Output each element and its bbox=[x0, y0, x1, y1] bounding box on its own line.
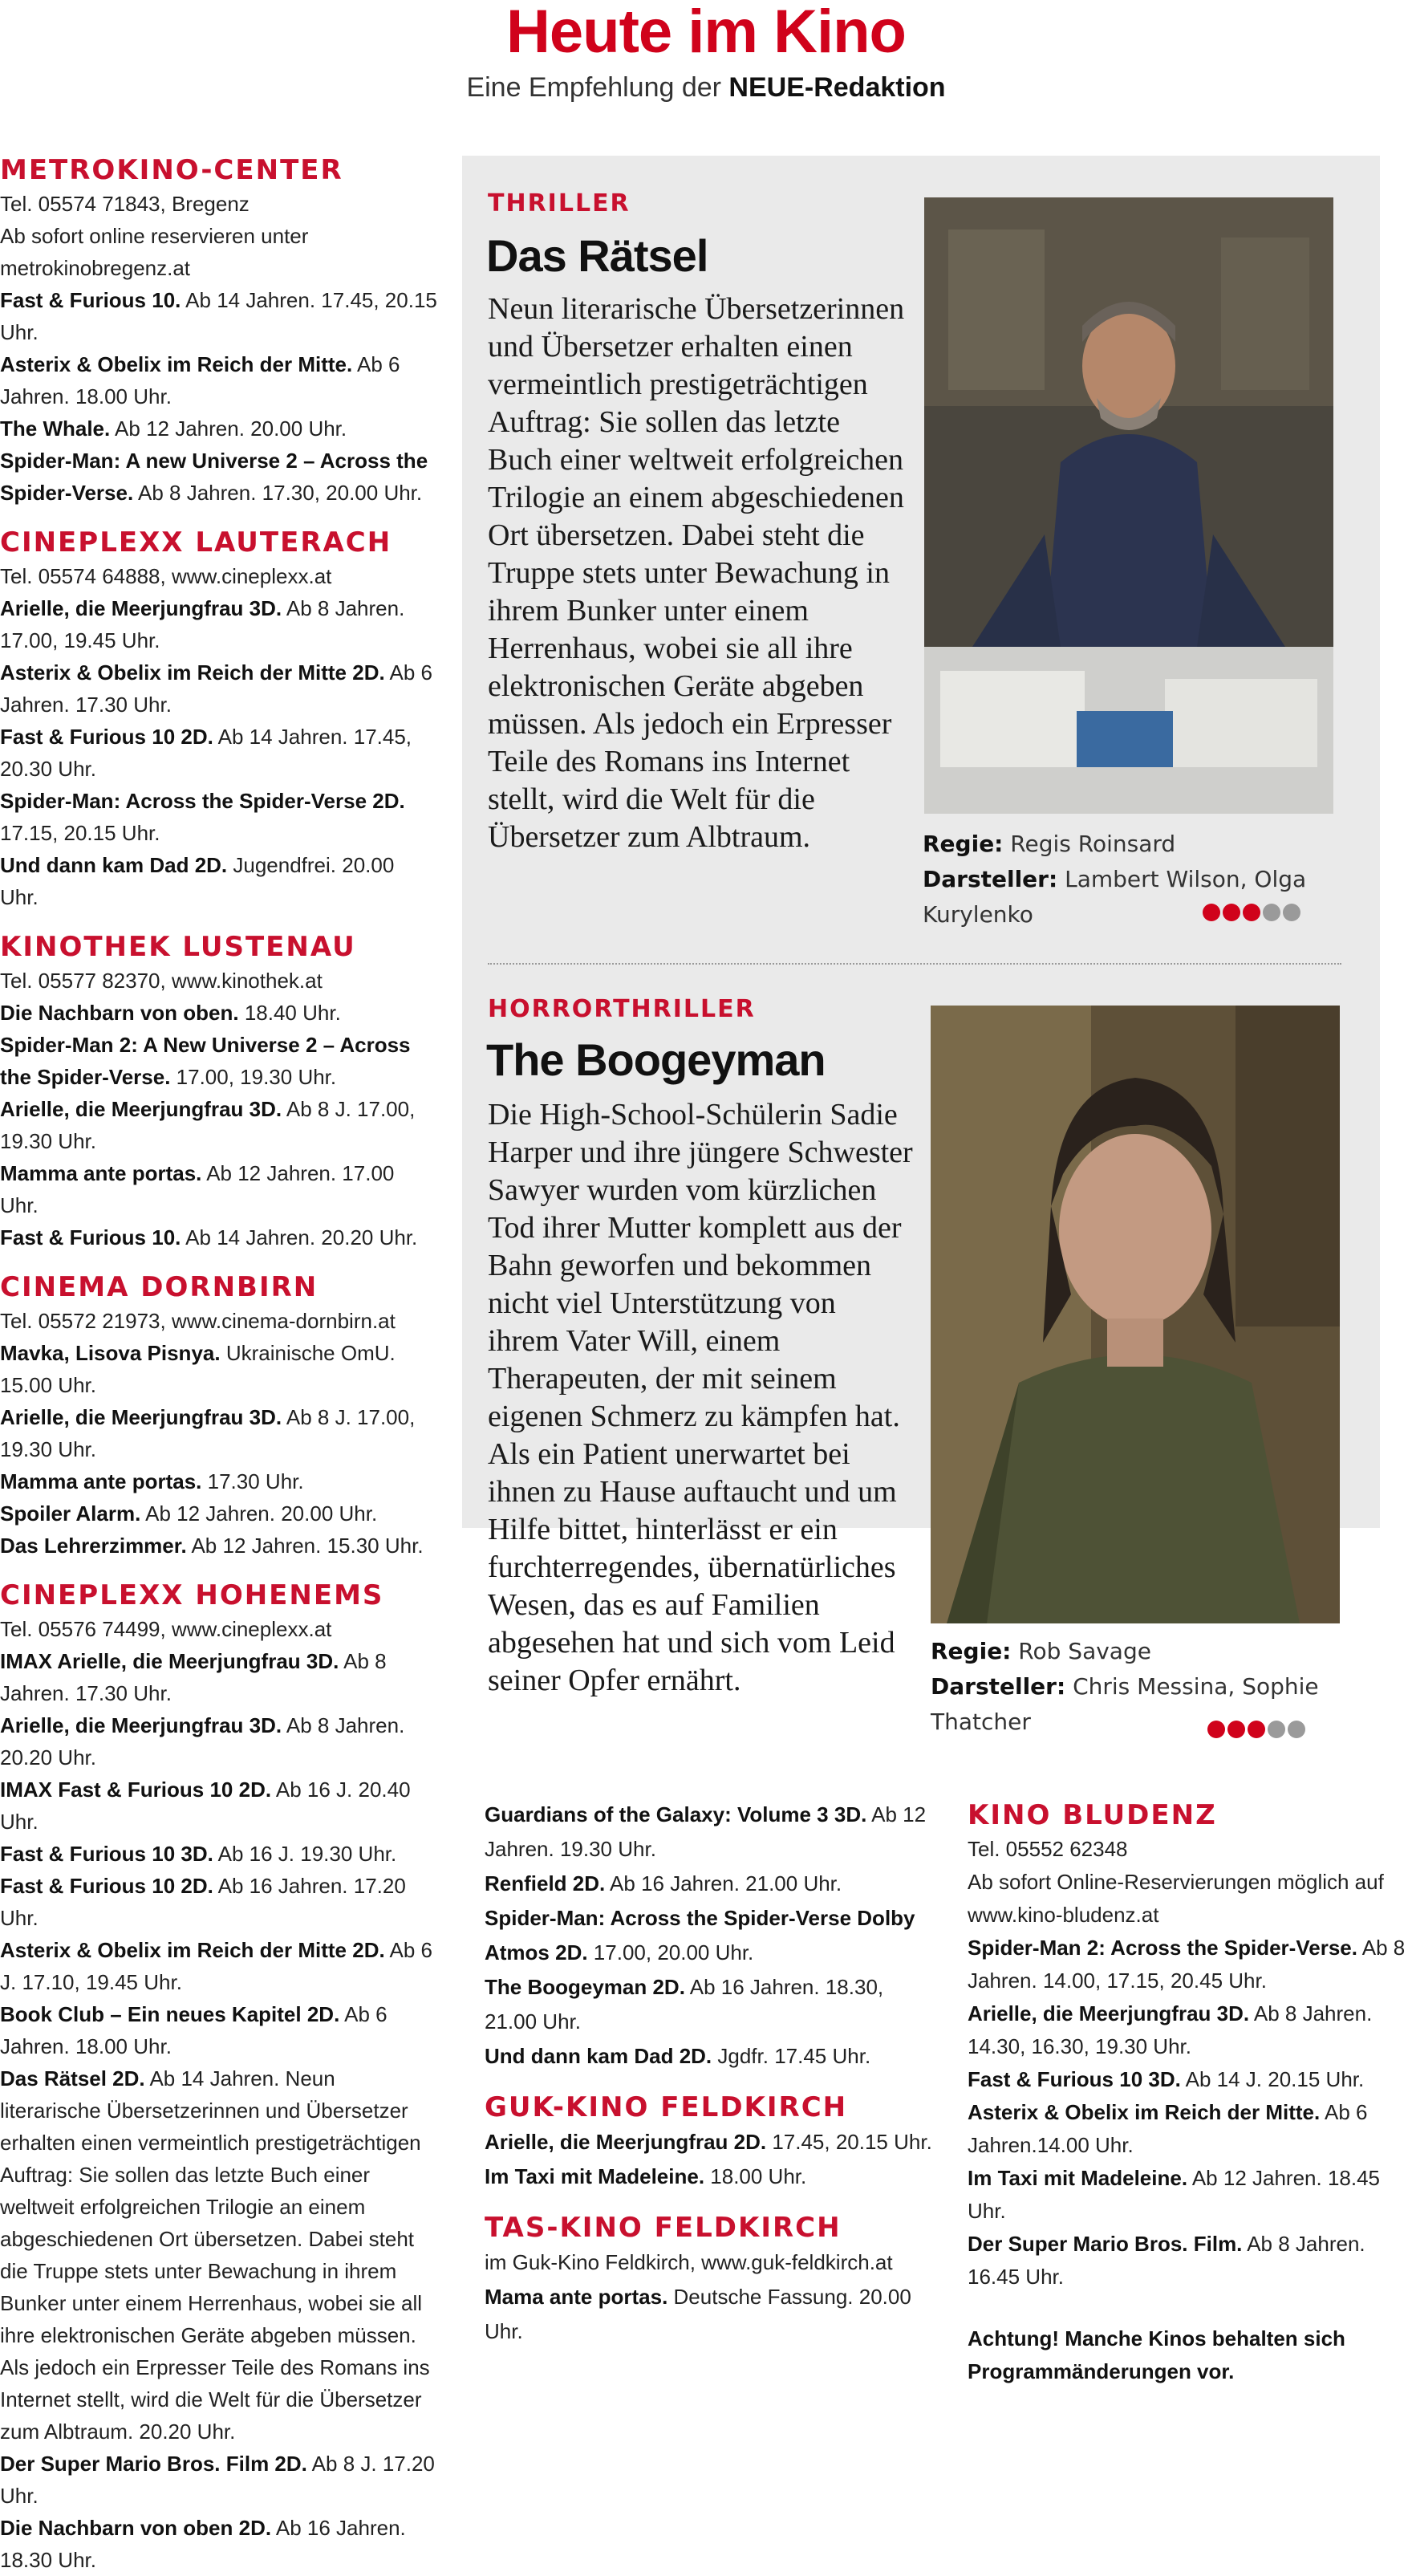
feature1-regie bbox=[923, 827, 1356, 862]
rating-dot-empty bbox=[1288, 1721, 1305, 1738]
film-title: Der Super Mario Bros. Film 2D. bbox=[0, 2452, 307, 2476]
listing-line bbox=[0, 1305, 437, 1337]
feature1-darsteller bbox=[923, 862, 1356, 932]
listing-line bbox=[0, 188, 437, 220]
listing-line bbox=[968, 1932, 1412, 1997]
film-title: Im Taxi mit Madeleine. bbox=[485, 2164, 705, 2188]
listing-detail: Ukrainische OmU. 15.00 Uhr. bbox=[0, 1341, 396, 1397]
listing-line bbox=[0, 721, 437, 785]
film-title: Asterix & Obelix im Reich der Mitte. bbox=[968, 2100, 1321, 2124]
rating-dot-filled bbox=[1248, 1721, 1265, 1738]
film-title: Spider-Man 2: Across the Spider-Verse. bbox=[968, 1936, 1357, 1960]
listing-detail: Ab 16 Jahren. 18.30 Uhr. bbox=[0, 2516, 406, 2572]
listing-detail: Ab 8 Jahren. 17.30 Uhr. bbox=[0, 1649, 387, 1705]
listing-detail: Jgdfr. 17.45 Uhr. bbox=[712, 2044, 871, 2068]
film-title: Arielle, die Meerjungfrau 3D. bbox=[0, 1405, 282, 1429]
feature1-regie-label: Regie: bbox=[923, 831, 1004, 857]
listing-line bbox=[0, 560, 437, 592]
listing-detail: Ab 6 Jahren. 17.30 Uhr. bbox=[0, 660, 432, 717]
film-title: Fast & Furious 10 2D. bbox=[0, 1874, 213, 1898]
listing-detail: Ab 6 Jahren.14.00 Uhr. bbox=[968, 2100, 1368, 2157]
listing-detail: Ab 12 Jahren. 15.30 Uhr. bbox=[186, 1534, 424, 1558]
feature1-photo bbox=[924, 197, 1333, 814]
listing-line bbox=[0, 1157, 437, 1221]
film-title: Asterix & Obelix im Reich der Mitte 2D. bbox=[0, 1938, 385, 1962]
cinema-name: KINO BLUDENZ bbox=[968, 1799, 1217, 1831]
listing-detail: 18.40 Uhr. bbox=[238, 1001, 341, 1025]
film-title: Arielle, die Meerjungfrau 3D. bbox=[968, 2001, 1250, 2025]
rating-dot-filled bbox=[1223, 904, 1240, 921]
feature1-text: Neun literarische Übersetzerinnen und Übersetzer erhalten einen vermeintlich prestigeträchtigen Auftrag: Sie sollen das letzte Buch einer weltweit erfolgreichen Trilogie an einem abgeschiedenen Ort übersetzen. Dabei steht die Truppe stets unter Bewachung in ihrem Bunker unter einem Herrenhaus, wobei sie all ihre elektronischen Geräte abgeben müssen. Als jedoch ein Erpresser Teile des Romans ins Internet stellt, wird die Welt für die Übersetzer zum Albtraum. bbox=[488, 292, 905, 854]
film-title: Mama ante portas. bbox=[485, 2285, 668, 2309]
film-title: Asterix & Obelix im Reich der Mitte 2D. bbox=[0, 660, 385, 685]
listing-detail: Ab 8 Jahren. 17.00, 19.45 Uhr. bbox=[0, 596, 405, 652]
listing-detail: Ab 6 Jahren. 18.00 Uhr. bbox=[0, 2002, 387, 2058]
listing-detail: Ab 8 J. 17.20 Uhr. bbox=[0, 2452, 435, 2508]
listing-line bbox=[968, 2162, 1412, 2228]
film-title: Fast & Furious 10 3D. bbox=[0, 1842, 213, 1866]
listing-detail: Deutsche Fassung. 20.00 Uhr. bbox=[485, 2285, 911, 2343]
listing-line bbox=[0, 252, 437, 284]
film-title: Fast & Furious 10 2D. bbox=[0, 725, 213, 749]
listing-detail: Ab 8 Jahren. 20.20 Uhr. bbox=[0, 1713, 405, 1769]
listing-line bbox=[0, 592, 437, 656]
film-title: Der Super Mario Bros. Film. bbox=[968, 2232, 1243, 2256]
listing-line bbox=[0, 849, 437, 913]
cinema-name: METROKINO-CENTER bbox=[0, 154, 343, 186]
listing-line bbox=[0, 2448, 437, 2512]
listing-detail: Ab 12 Jahren. 17.00 Uhr. bbox=[0, 1161, 395, 1217]
feature2-regie-label: Regie: bbox=[931, 1638, 1012, 1664]
film-title: Mamma ante portas. bbox=[0, 1161, 202, 1185]
listing-detail: Ab 14 Jahren. 17.45, 20.30 Uhr. bbox=[0, 725, 412, 781]
film-title: IMAX Arielle, die Meerjungfrau 3D. bbox=[0, 1649, 339, 1673]
listing-line bbox=[0, 348, 437, 412]
listing-detail: Ab sofort online reservieren unter bbox=[0, 224, 309, 248]
film-title: Arielle, die Meerjungfrau 3D. bbox=[0, 596, 282, 620]
subtitle-prefix: Eine Empfehlung der bbox=[466, 72, 729, 103]
listing-line bbox=[0, 445, 437, 509]
listing-detail: Ab 8 Jahren. 17.30, 20.00 Uhr. bbox=[133, 481, 423, 505]
listing-line bbox=[0, 1497, 437, 1530]
film-title: Und dann kam Dad 2D. bbox=[0, 853, 228, 877]
listing-detail: 17.15, 20.15 Uhr. bbox=[0, 821, 160, 845]
listing-line bbox=[0, 1029, 437, 1093]
listing-line bbox=[485, 1970, 934, 2039]
listing-line bbox=[0, 1221, 437, 1253]
cinema-name: TAS-KINO FELDKIRCH bbox=[485, 2212, 842, 2244]
listing-detail: Ab 14 Jahren. 17.45, 20.15 Uhr. bbox=[0, 288, 437, 344]
rating-dot-filled bbox=[1227, 1721, 1245, 1738]
film-title: Spoiler Alarm. bbox=[0, 1501, 141, 1526]
listing-detail: Ab 16 Jahren. 21.00 Uhr. bbox=[605, 1871, 842, 1895]
listing-detail: 17.30 Uhr. bbox=[201, 1469, 304, 1493]
listing-line bbox=[485, 1798, 934, 1867]
feature1-darsteller-label: Darsteller: bbox=[923, 866, 1058, 892]
listing-line bbox=[0, 1934, 437, 1998]
rating-dot-filled bbox=[1203, 904, 1220, 921]
film-title: Spider-Man: Across the Spider-Verse 2D. bbox=[0, 789, 405, 813]
feature2-regie bbox=[931, 1634, 1364, 1669]
listing-detail: Ab 14 J. 20.15 Uhr. bbox=[1180, 2067, 1365, 2091]
film-title: Das Lehrerzimmer. bbox=[0, 1534, 187, 1558]
listing-detail: Tel. 05576 74499, www.cineplexx.at bbox=[0, 1617, 332, 1641]
film-title: Die Nachbarn von oben 2D. bbox=[0, 2516, 272, 2540]
listing-line bbox=[0, 1337, 437, 1401]
film-title: Im Taxi mit Madeleine. bbox=[968, 2166, 1188, 2190]
listing-detail: Ab 16 J. 19.30 Uhr. bbox=[213, 1842, 397, 1866]
listing-detail: Ab 16 Jahren. 18.30, 21.00 Uhr. bbox=[485, 1975, 884, 2034]
film-title: Mamma ante portas. bbox=[0, 1469, 202, 1493]
film-title: Die Nachbarn von oben. bbox=[0, 1001, 239, 1025]
middle-bottom-listings bbox=[485, 1798, 934, 2349]
listing-detail: Ab 16 J. 20.40 Uhr. bbox=[0, 1778, 411, 1834]
listing-line bbox=[0, 284, 437, 348]
listing-detail: Jugendfrei. 20.00 Uhr. bbox=[0, 853, 395, 909]
film-title: Das Rätsel 2D. bbox=[0, 2066, 145, 2090]
program-change-notice: Achtung! Manche Kinos behalten sich Programmänderungen vor. bbox=[968, 2326, 1345, 2383]
listing-detail: 17.45, 20.15 Uhr. bbox=[766, 2130, 932, 2154]
listing-line bbox=[0, 2062, 437, 2448]
film-title: IMAX Fast & Furious 10 2D. bbox=[0, 1778, 272, 1802]
listing-detail: Ab 12 Jahren. 20.00 Uhr. bbox=[140, 1501, 378, 1526]
listing-line bbox=[968, 1866, 1412, 1932]
listing-line bbox=[0, 1998, 437, 2062]
film-title: Arielle, die Meerjungfrau 3D. bbox=[0, 1097, 282, 1121]
film-title: Fast & Furious 10. bbox=[0, 1225, 181, 1249]
listing-line bbox=[0, 1093, 437, 1157]
film-title: Und dann kam Dad 2D. bbox=[485, 2044, 712, 2068]
listing-line bbox=[0, 1870, 437, 1934]
film-title: Mavka, Lisova Pisnya. bbox=[0, 1341, 221, 1365]
cinema-name: CINEPLEXX HOHENEMS bbox=[0, 1579, 384, 1611]
feature2-text: Die High-School-Schülerin Sadie Harper und ihre jüngere Schwester Sawyer wurden vom kürzlichen Tod ihrer Mutter komplett aus der Bahn geworfen und bekommen nicht viel Unterstützung von ihrem Vater Will, einem Therapeuten, der mit seinem eigenen Schmerz zu kämpfen hat. Als ein Patient unerwartet bei ihnen zu Hause auftaucht und um Hilfe bittet, hinterlässt er ein furchterregendes, übernatürliches Wesen, das es auf Familien abgesehen hat und sich vom Leid seiner Opfer ernährt. bbox=[488, 1098, 913, 1697]
cinema-name: CINEPLEXX LAUTERACH bbox=[0, 526, 392, 559]
film-title: Spider-Man: A new Universe 2 – Across the Spider-Verse. bbox=[0, 449, 428, 505]
cinema-name: CINEMA DORNBIRN bbox=[0, 1271, 319, 1303]
listing-line bbox=[0, 997, 437, 1029]
rating-dot-filled bbox=[1207, 1721, 1225, 1738]
film-title: Spider-Man 2: A New Universe 2 – Across the Spider-Verse. bbox=[0, 1033, 411, 1089]
feature2-genre: HORRORTHRILLER bbox=[488, 995, 756, 1023]
right-bottom-listings bbox=[968, 1798, 1412, 2388]
rating-dot-empty bbox=[1263, 904, 1280, 921]
listing-line bbox=[0, 785, 437, 849]
listing-line bbox=[968, 2096, 1412, 2162]
listing-line bbox=[0, 220, 437, 252]
listing-line bbox=[485, 2160, 934, 2194]
feature1-title: Das Rätsel bbox=[486, 230, 708, 281]
feature2-rating bbox=[1205, 1721, 1305, 1738]
cinema-name: KINOTHEK LUSTENAU bbox=[0, 931, 356, 963]
listing-line bbox=[0, 1645, 437, 1709]
feature1-genre: THRILLER bbox=[488, 189, 631, 217]
listing-detail: metrokinobregenz.at bbox=[0, 256, 191, 280]
listing-line bbox=[485, 2280, 934, 2349]
film-title: Guardians of the Galaxy: Volume 3 3D. bbox=[485, 1802, 867, 1826]
page-subtitle bbox=[0, 72, 1412, 104]
listing-line bbox=[485, 2125, 934, 2160]
listing-detail: 17.00, 19.30 Uhr. bbox=[170, 1065, 337, 1089]
film-title: Book Club – Ein neues Kapitel 2D. bbox=[0, 2002, 340, 2026]
listing-detail: Tel. 05577 82370, www.kinothek.at bbox=[0, 969, 323, 993]
feature2-photo bbox=[931, 1006, 1340, 1623]
film-title: Asterix & Obelix im Reich der Mitte. bbox=[0, 352, 353, 376]
listing-detail: Tel. 05574 64888, www.cineplexx.at bbox=[0, 564, 332, 588]
film-title: Fast & Furious 10 3D. bbox=[968, 2067, 1181, 2091]
listing-line bbox=[968, 1833, 1412, 1866]
feature1-rating bbox=[1200, 904, 1300, 921]
listing-detail: 17.00, 20.00 Uhr. bbox=[587, 1940, 754, 1965]
listing-line bbox=[485, 2245, 934, 2280]
listing-line bbox=[968, 2063, 1412, 2096]
feature2-photo-illustration bbox=[931, 1006, 1340, 1623]
listing-detail: Tel. 05552 62348 bbox=[968, 1837, 1128, 1861]
listing-detail: 18.00 Uhr. bbox=[704, 2164, 807, 2188]
listing-line bbox=[485, 2039, 934, 2074]
listing-line bbox=[968, 1997, 1412, 2063]
listing-detail: Ab 12 Jahren. 20.00 Uhr. bbox=[110, 416, 347, 441]
listing-detail: Ab 8 Jahren. 14.00, 17.15, 20.45 Uhr. bbox=[968, 1936, 1406, 1993]
listing-line bbox=[968, 2228, 1412, 2294]
film-title: The Boogeyman 2D. bbox=[485, 1975, 685, 1999]
feature2-darsteller-value: Chris Messina, Sophie Thatcher bbox=[931, 1673, 1319, 1735]
feature1-photo-illustration bbox=[924, 197, 1333, 814]
feature1-darsteller-value: Lambert Wilson, Olga Kurylenko bbox=[923, 866, 1307, 928]
listing-detail: Ab 14 Jahren. Neun literarische Übersetzerinnen und Übersetzer erhalten einen vermeintlich prestigeträchtigen Auftrag: Sie sollen das letzte Buch einer weltweit erfolgreichen Trilogie an einem abgeschiedenen Ort übersetzen. Dabei steht die Truppe stets unter Bewachung in ihrem Bunker unter einem Herrenhaus, wobei sie all ihre elektronischen Geräte abgeben müssen. Als jedoch ein Erpresser Teile des Romans ins Internet stellt, wird die Welt für die Übersetzer zum Albtraum. 20.20 Uhr. bbox=[0, 2066, 430, 2444]
listing-line bbox=[0, 656, 437, 721]
cinema-name: GUK-KINO FELDKIRCH bbox=[485, 2091, 848, 2123]
listing-line bbox=[0, 965, 437, 997]
listing-detail: Ab 8 Jahren. 14.30, 16.30, 19.30 Uhr. bbox=[968, 2001, 1373, 2058]
film-title: Arielle, die Meerjungfrau 3D. bbox=[0, 1713, 282, 1737]
listing-line bbox=[0, 412, 437, 445]
feature2-darsteller-label: Darsteller: bbox=[931, 1673, 1066, 1700]
listing-detail: Tel. 05574 71843, Bregenz bbox=[0, 192, 250, 216]
feature2-regie-value: Rob Savage bbox=[1018, 1638, 1151, 1664]
listing-line bbox=[0, 1465, 437, 1497]
film-title: Arielle, die Meerjungfrau 2D. bbox=[485, 2130, 767, 2154]
listing-line bbox=[0, 1613, 437, 1645]
right-bottom-cinemas bbox=[968, 1798, 1412, 2294]
left-listings bbox=[0, 152, 437, 2576]
listing-detail: Ab 6 Jahren. 18.00 Uhr. bbox=[0, 352, 400, 408]
listing-detail: Ab 12 Jahren. 18.45 Uhr. bbox=[968, 2166, 1381, 2223]
subtitle-brand: NEUE-Redaktion bbox=[728, 72, 946, 103]
listing-detail: Ab 8 Jahren. 16.45 Uhr. bbox=[968, 2232, 1365, 2289]
listing-detail: Ab sofort Online-Reservierungen möglich auf www.kino-bludenz.at bbox=[968, 1870, 1384, 1927]
film-title: The Whale. bbox=[0, 416, 111, 441]
rating-dot-empty bbox=[1283, 904, 1300, 921]
listing-line bbox=[0, 1530, 437, 1562]
listing-detail: Tel. 05572 21973, www.cinema-dornbirn.at bbox=[0, 1309, 396, 1333]
listing-detail: Ab 14 Jahren. 20.20 Uhr. bbox=[181, 1225, 418, 1249]
listing-line bbox=[0, 1838, 437, 1870]
rating-dot-filled bbox=[1243, 904, 1260, 921]
film-title: Fast & Furious 10. bbox=[0, 288, 181, 312]
rating-dot-empty bbox=[1268, 1721, 1285, 1738]
page-title: Heute im Kino bbox=[506, 0, 906, 66]
feature-divider bbox=[488, 963, 1341, 965]
film-title: Renfield 2D. bbox=[485, 1871, 606, 1895]
listing-line bbox=[0, 1774, 437, 1838]
listing-line bbox=[0, 1709, 437, 1774]
listing-line bbox=[485, 1867, 934, 1901]
listing-detail: Ab 8 J. 17.00, 19.30 Uhr. bbox=[0, 1405, 416, 1461]
listing-line bbox=[0, 1401, 437, 1465]
listing-detail: Ab 6 J. 17.10, 19.45 Uhr. bbox=[0, 1938, 432, 1994]
film-title: Spider-Man: Across the Spider-Verse Dolby Atmos 2D. bbox=[485, 1906, 915, 1965]
listing-detail: Ab 8 J. 17.00, 19.30 Uhr. bbox=[0, 1097, 416, 1153]
feature2-title: The Boogeyman bbox=[486, 1034, 826, 1085]
feature1-regie-value: Regis Roinsard bbox=[1010, 831, 1176, 857]
listing-detail: Ab 12 Jahren. 19.30 Uhr. bbox=[485, 1802, 927, 1861]
listing-detail: Ab 16 Jahren. 17.20 Uhr. bbox=[0, 1874, 406, 1930]
listing-line bbox=[0, 2512, 437, 2576]
listing-detail: im Guk-Kino Feldkirch, www.guk-feldkirch.at bbox=[485, 2250, 893, 2274]
listing-line bbox=[485, 1901, 934, 1970]
